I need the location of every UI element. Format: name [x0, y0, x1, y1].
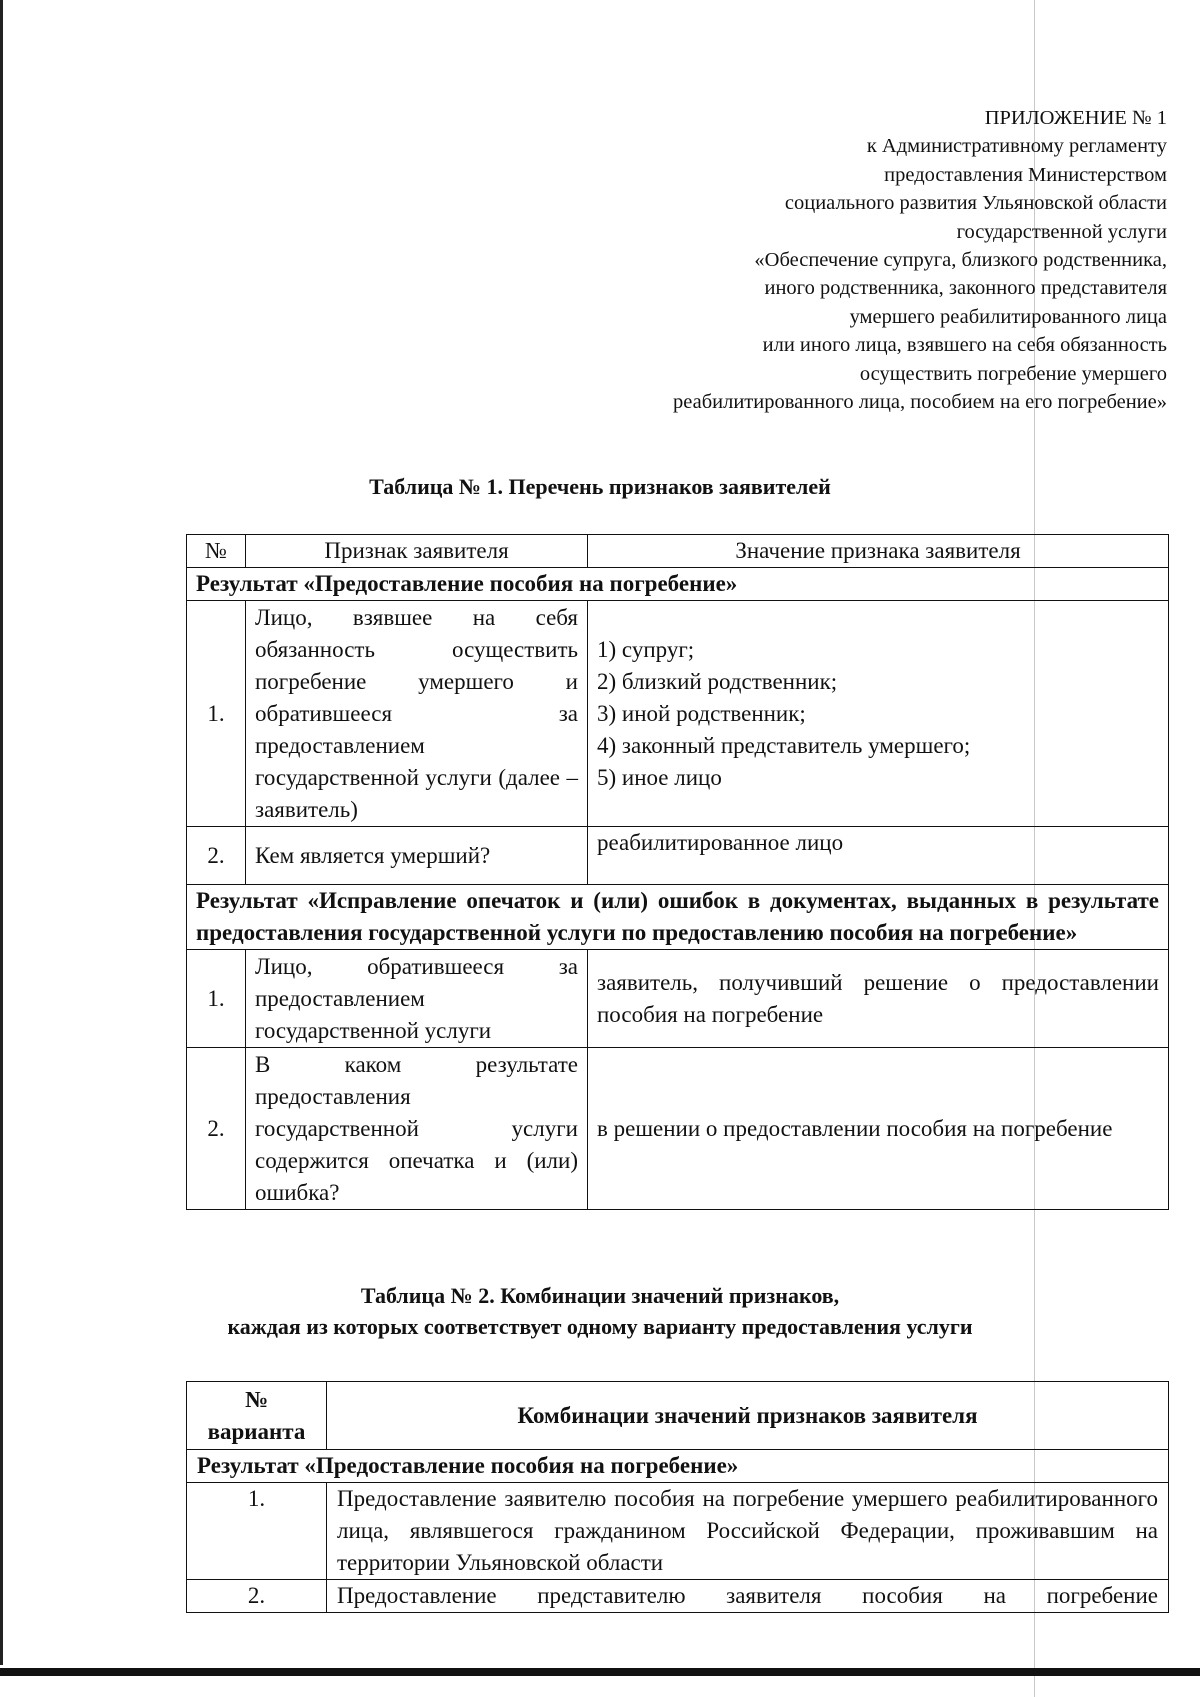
table1-header-row [187, 535, 1169, 568]
attribute-cell: Лицо, взявшее на себя обязанность осуществить погребение умершего и обратившееся за предоставлением государственной услуги (далее – заявитель) [246, 601, 588, 827]
col-value-header: Значение признака заявителя [588, 535, 1169, 568]
section-title: Результат «Исправление опечаток и (или) ошибок в документах, выданных в результате предоставления государственной услуги по предоставлению пособия на погребение» [187, 885, 1169, 950]
value-item: 5) иное лицо [597, 764, 722, 790]
col-number-header: № [187, 535, 246, 568]
header-line: предоставления Министерством [884, 163, 1167, 186]
table2-title [0, 1280, 1200, 1342]
scan-left-edge [0, 0, 3, 1665]
table-row [187, 1483, 1169, 1580]
header-line: социального развития Ульяновской области [784, 192, 1167, 215]
table-row [187, 1048, 1169, 1210]
section-title: Результат «Предоставление пособия на погребение» [187, 1450, 1169, 1483]
variant-description: Предоставление заявителю пособия на погребение умершего реабилитированного лица, являвшегося гражданином Российской Федерации, проживавшим на территории Ульяновской области [327, 1483, 1169, 1580]
col-combination-header: Комбинации значений признаков заявителя [327, 1382, 1169, 1450]
row-number: 2. [187, 1048, 246, 1210]
table2-title-line: каждая из которых соответствует одному варианту предоставления услуги [227, 1314, 973, 1339]
applicant-attributes-table [186, 534, 1169, 1210]
header-line: иного родственника, законного представителя [764, 277, 1167, 300]
table-row [187, 601, 1169, 827]
value-cell: заявитель, получивший решение о предоставлении пособия на погребение [588, 950, 1169, 1048]
section-title: Результат «Предоставление пособия на погребение» [187, 568, 1169, 601]
header-line: № [244, 1386, 269, 1412]
attribute-cell: Лицо, обратившееся за предоставлением государственной услуги [246, 950, 588, 1048]
variant-combinations-table [186, 1381, 1169, 1613]
col-variant-number-header [187, 1382, 327, 1450]
appendix-header [673, 104, 1167, 416]
header-line: умершего реабилитированного лица [849, 305, 1167, 328]
section-row [187, 1450, 1169, 1483]
section-row [187, 885, 1169, 950]
table-row [187, 827, 1169, 885]
header-line: «Обеспечение супруга, близкого родственника, [754, 249, 1167, 272]
header-line: государственной услуги [956, 220, 1167, 243]
attribute-cell: В каком результате предоставления государственной услуги содержится опечатка и (или) ошибка? [246, 1048, 588, 1210]
row-number: 1. [187, 601, 246, 827]
row-number: 2. [187, 827, 246, 885]
value-list [588, 601, 1169, 827]
header-line: варианта [207, 1418, 306, 1444]
variant-number: 2. [187, 1580, 327, 1613]
value-cell: реабилитированное лицо [588, 827, 1169, 885]
header-line: или иного лица, взявшего на себя обязанность [762, 334, 1167, 357]
value-item: 2) близкий родственник; [597, 668, 838, 694]
table-row [187, 1580, 1169, 1613]
value-cell: в решении о предоставлении пособия на погребение [588, 1048, 1169, 1210]
header-line: ПРИЛОЖЕНИЕ № 1 [984, 107, 1167, 129]
scan-bottom-edge [0, 1668, 1200, 1676]
header-line: реабилитированного лица, пособием на его погребение» [673, 391, 1167, 414]
value-item: 1) супруг; [597, 636, 695, 662]
value-item: 3) иной родственник; [597, 700, 806, 726]
attribute-cell: Кем является умерший? [246, 827, 588, 885]
col-attribute-header: Признак заявителя [246, 535, 588, 568]
header-line: осуществить погребение умершего [859, 362, 1167, 385]
row-number: 1. [187, 950, 246, 1048]
section-row [187, 568, 1169, 601]
variant-number: 1. [187, 1483, 327, 1580]
table2-header-row [187, 1382, 1169, 1450]
value-item: 4) законный представитель умершего; [597, 732, 971, 758]
table-row [187, 950, 1169, 1048]
variant-description: Предоставление представителю заявителя пособия на погребение [327, 1580, 1169, 1613]
table2-title-line: Таблица № 2. Комбинации значений признаков, [360, 1283, 840, 1308]
table1-title: Таблица № 1. Перечень признаков заявителей [369, 474, 831, 499]
header-line: к Административному регламенту [866, 135, 1167, 158]
